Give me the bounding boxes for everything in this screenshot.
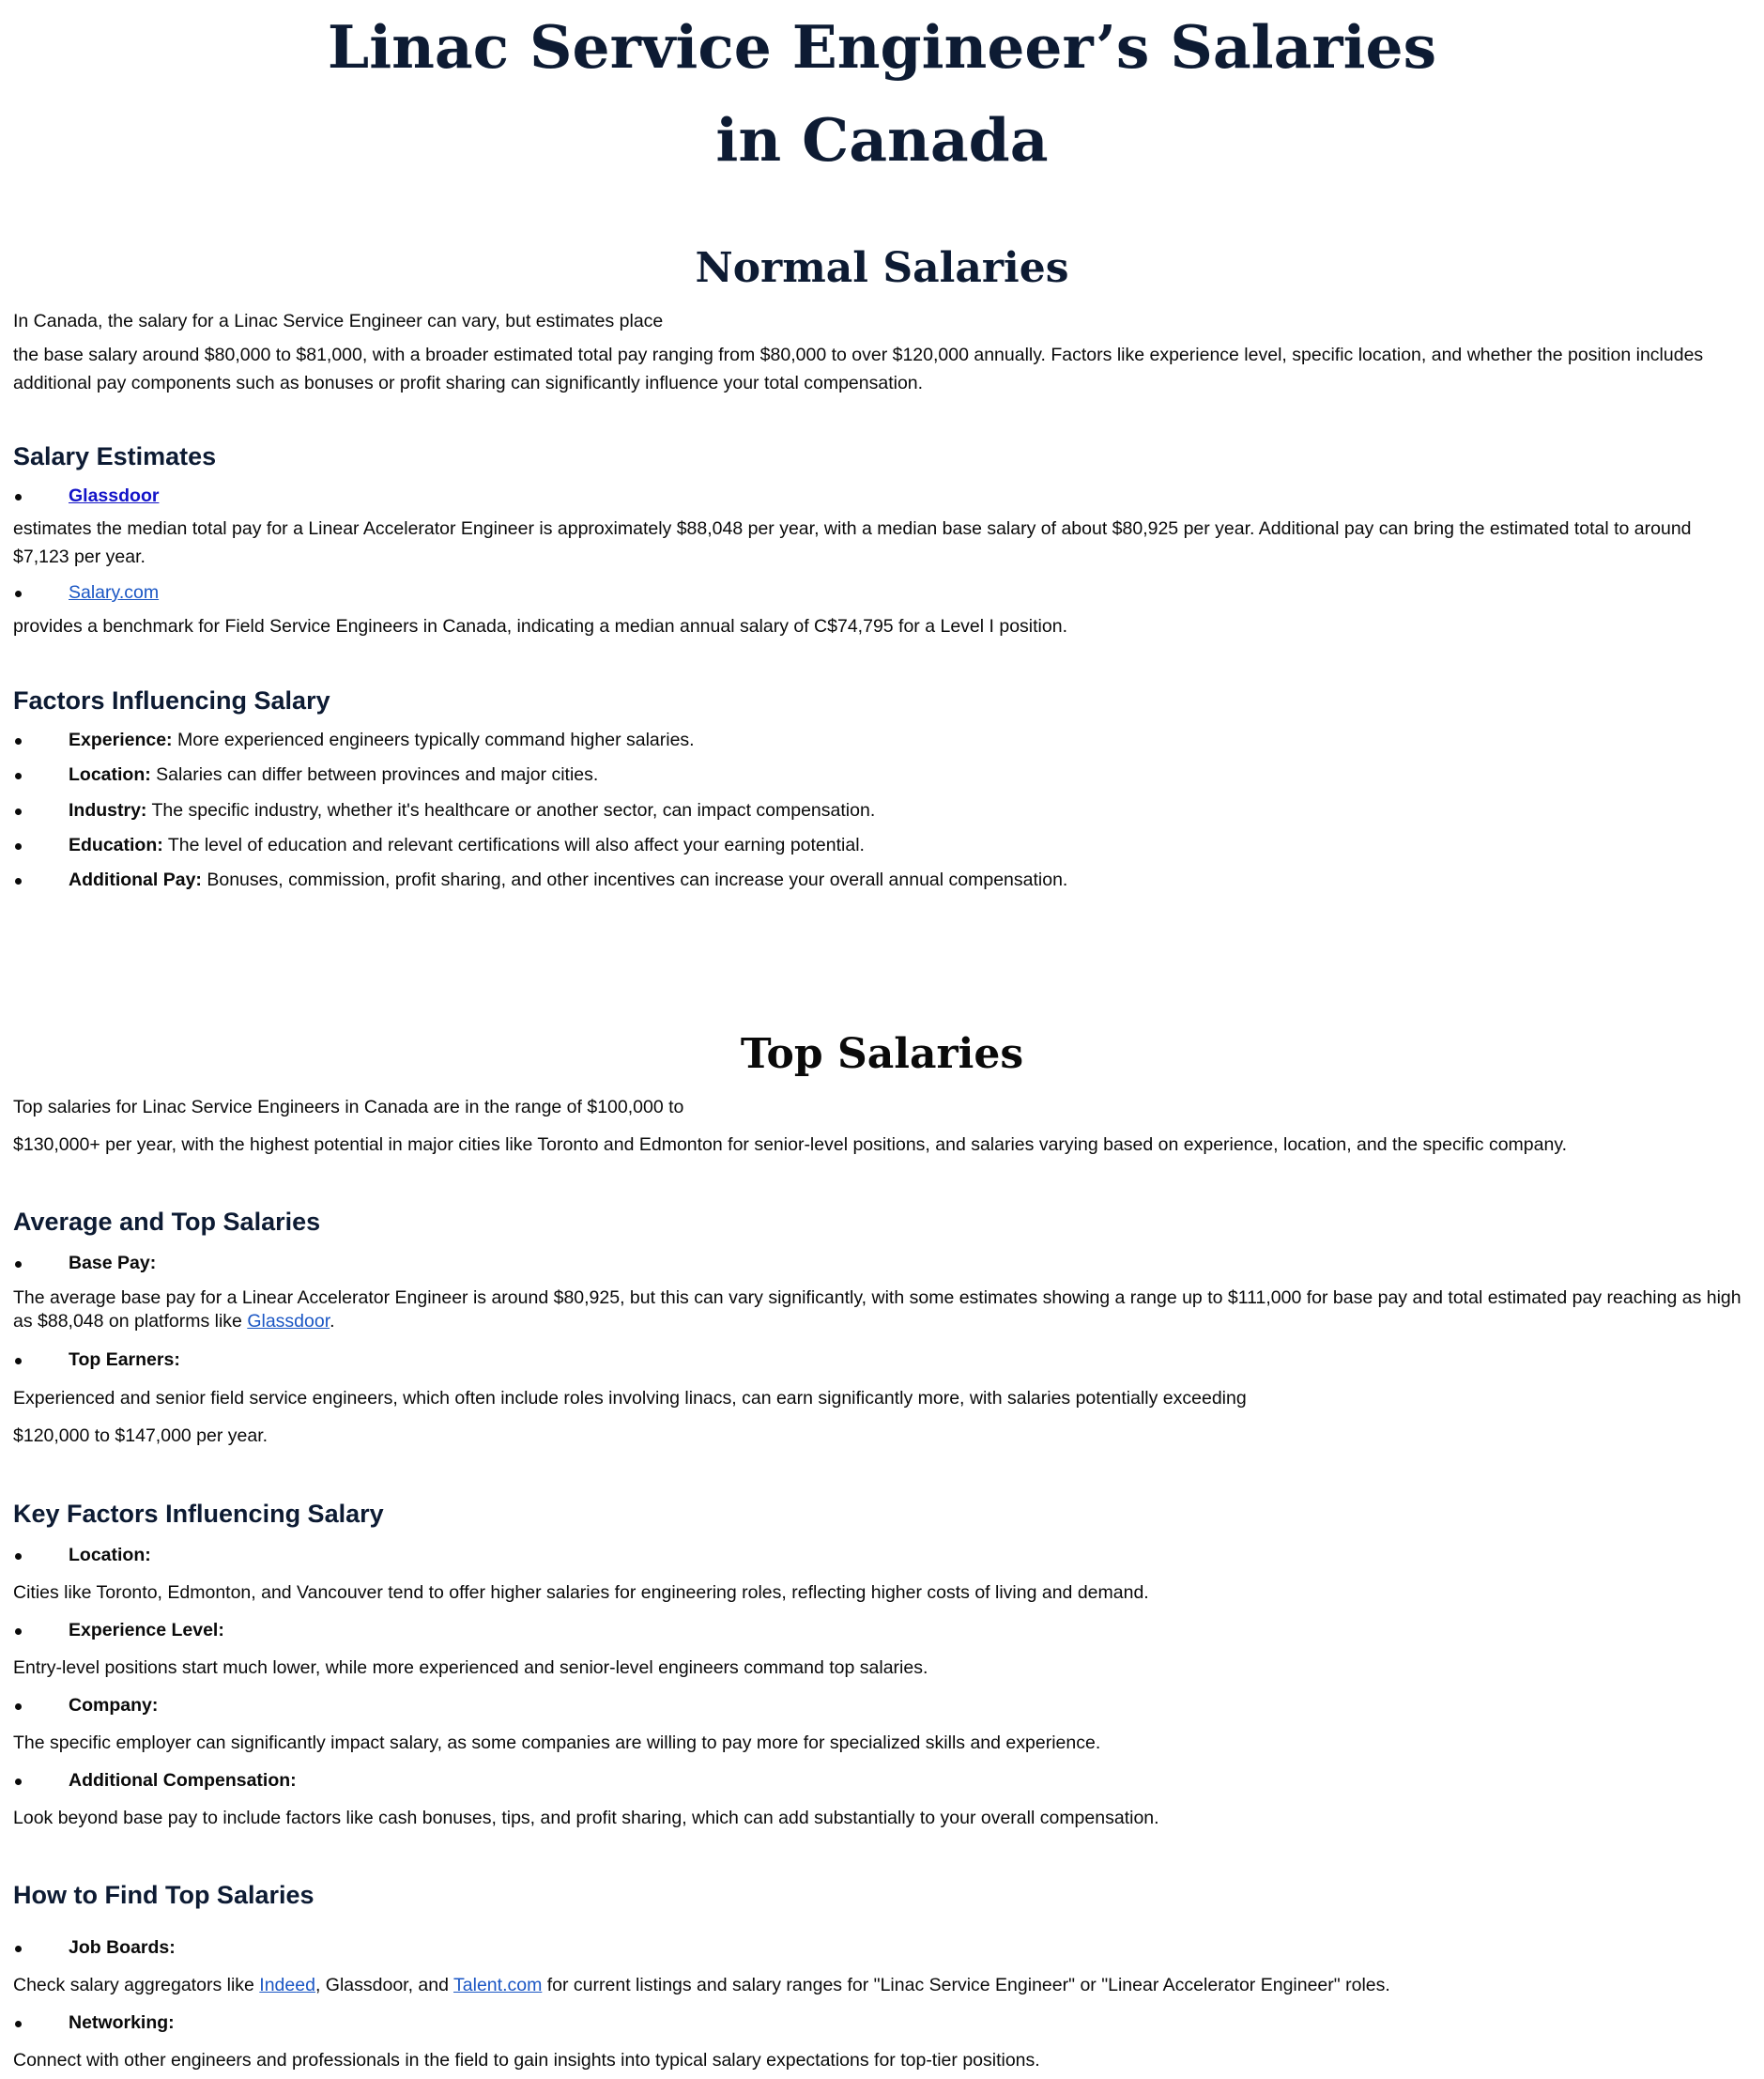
salarycom-bullet — [13, 576, 1751, 609]
top-intro-line-2: $130,000+ per year, with the highest potential in major cities like Toronto and Edmonton for senior-level positions, and salaries varying based on experience, location, and the specific company. — [13, 1134, 1568, 1155]
key-factor-bullet: Additional Compensation: — [13, 1763, 1751, 1797]
document-title — [13, 0, 1751, 186]
glassdoor-bullet — [13, 479, 1751, 513]
glassdoor-inline-link[interactable]: Glassdoor — [247, 1311, 330, 1332]
salarycom-link[interactable]: Salary.com — [69, 582, 160, 603]
key-factor-bullet: Location: — [13, 1538, 1751, 1572]
factor-item: Industry: The specific industry, whether it's healthcare or another sector, can impact compensation. — [13, 793, 1751, 827]
title-line-2: in Canada — [715, 105, 1049, 175]
salarycom-estimate-text: provides a benchmark for Field Service Engineers in Canada, indicating a median annual salary of C$74,795 for a Level I position. — [13, 616, 1067, 637]
top-intro-line-1: Top salaries for Linac Service Engineers in Canada are in the range of $100,000 to — [13, 1097, 684, 1117]
job-boards-text: Check salary aggregators like Indeed, Glassdoor, and Talent.com for current listings and salary ranges for "Linac Service Engineer" or "Linear Accelerator Engineer" roles. — [13, 1975, 1390, 1995]
talent-link[interactable]: Talent.com — [453, 1975, 543, 1995]
key-factor-bullet: Experience Level: — [13, 1613, 1751, 1647]
glassdoor-estimate-text: estimates the median total pay for a Linear Accelerator Engineer is approximately $88,048 per year, with a median base salary of about $80,925 per year. Additional pay can bring the estimated total to around $7,123 per year. — [13, 518, 1692, 567]
normal-salaries-heading: Normal Salaries — [695, 244, 1069, 292]
key-factor-bullet: Company: — [13, 1688, 1751, 1722]
average-top-heading: Average and Top Salaries — [13, 1208, 321, 1236]
normal-intro-line-1: In Canada, the salary for a Linac Service Engineer can vary, but estimates place — [13, 311, 664, 331]
base-pay-bullet: Base Pay: — [13, 1246, 1751, 1280]
key-factor-text: The specific employer can significantly impact salary, as some companies are willing to pay more for specialized skills and experience. — [13, 1732, 1101, 1753]
key-factor-text: Cities like Toronto, Edmonton, and Vancouver tend to offer higher salaries for engineering roles, reflecting higher costs of living and demand. — [13, 1582, 1149, 1603]
key-factor-text: Entry-level positions start much lower, while more experienced and senior-level engineers command top salaries. — [13, 1657, 928, 1678]
top-earners-bullet: Top Earners: — [13, 1343, 1751, 1377]
key-factor-text: Look beyond base pay to include factors like cash bonuses, tips, and profit sharing, which can add substantially to your overall compensation. — [13, 1808, 1159, 1828]
top-earners-text-2: $120,000 to $147,000 per year. — [13, 1425, 268, 1446]
top-salaries-heading: Top Salaries — [740, 1030, 1024, 1078]
normal-intro-paragraph: the base salary around $80,000 to $81,000, with a broader estimated total pay ranging from $80,000 to over $120,000 annually. Factors like experience level, specific location, and whether the position includes additional pay components such as bonuses or profit sharing can significantly influence your total compensation. — [13, 345, 1704, 393]
factor-item: Location: Salaries can differ between provinces and major cities. — [13, 758, 1751, 792]
salary-estimates-heading: Salary Estimates — [13, 442, 217, 470]
find-top-heading: How to Find Top Salaries — [13, 1881, 314, 1909]
title-line-1: Linac Service Engineer’s Salaries — [327, 12, 1437, 82]
factors-heading: Factors Influencing Salary — [13, 686, 330, 715]
factor-item: Experience: More experienced engineers typically command higher salaries. — [13, 723, 1751, 757]
networking-text: Connect with other engineers and professionals in the field to gain insights into typical salary expectations for top-tier positions. — [13, 2050, 1040, 2071]
base-pay-text: The average base pay for a Linear Accelerator Engineer is around $80,925, but this can vary significantly, with some estimates showing a range up to $111,000 for base pay and total estimated pay reaching as high as $88,048 on platforms like Glassdoor. — [13, 1287, 1741, 1332]
top-earners-text-1: Experienced and senior field service engineers, which often include roles involving linacs, can earn significantly more, with salaries potentially exceeding — [13, 1388, 1247, 1409]
indeed-link[interactable]: Indeed — [259, 1975, 315, 1995]
glassdoor-link[interactable]: Glassdoor — [69, 485, 160, 506]
job-boards-bullet: Job Boards: — [13, 1931, 1751, 1964]
factor-item: Additional Pay: Bonuses, commission, profit sharing, and other incentives can increase your overall annual compensation. — [13, 863, 1751, 897]
factor-item: Education: The level of education and relevant certifications will also affect your earning potential. — [13, 828, 1751, 862]
key-factors-heading: Key Factors Influencing Salary — [13, 1500, 384, 1528]
networking-bullet: Networking: — [13, 2006, 1751, 2040]
